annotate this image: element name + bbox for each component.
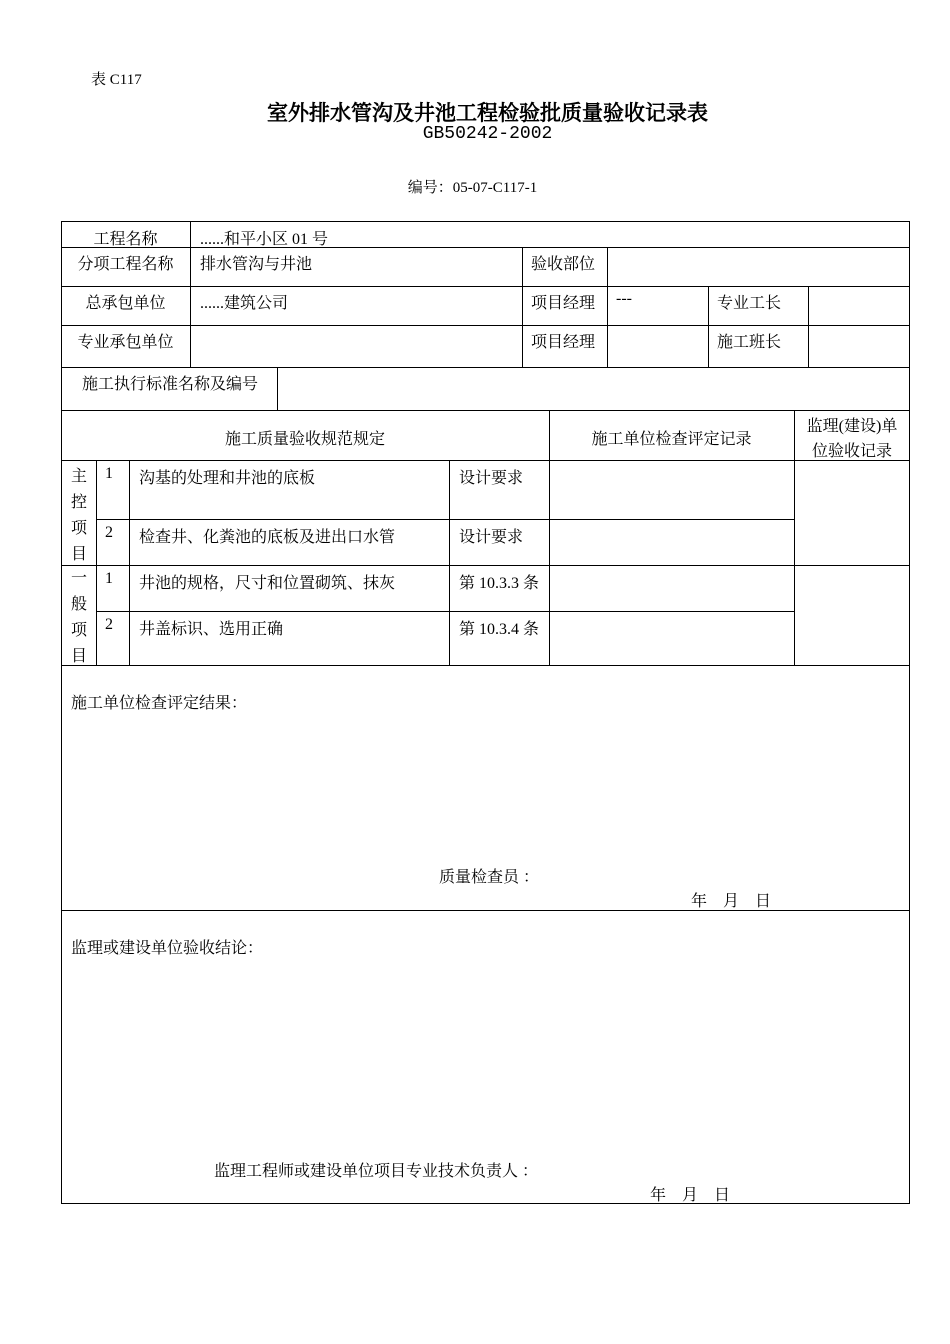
supervisor-record-header-line1: 监理(建设)单 <box>806 418 898 435</box>
row-divider <box>61 665 910 666</box>
item-requirement: 第 10.3.4 条 <box>459 621 540 638</box>
col-divider <box>190 221 191 367</box>
table-border-left <box>61 221 62 1203</box>
item-requirement: 设计要求 <box>459 470 524 487</box>
table-border-right <box>909 221 910 1203</box>
general-contractor-label: 总承包单位 <box>85 295 166 312</box>
form-code: 表 C117 <box>91 72 142 88</box>
spec-header: 施工质量验收规范规定 <box>224 431 385 448</box>
item-requirement: 第 10.3.3 条 <box>459 575 540 592</box>
construction-result-label: 施工单位检查评定结果： <box>71 695 248 712</box>
project-manager-label: 项目经理 <box>531 295 596 312</box>
item-description: 检查井、化粪池的底板及进出口水管 <box>139 529 396 546</box>
page-title: 室外排水管沟及井池工程检验批质量验收记录表 <box>267 101 708 125</box>
team-leader-label: 施工班长 <box>717 334 782 351</box>
supervision-signer-label: 监理工程师或建设单位项目专业技术负责人 ： <box>214 1163 539 1180</box>
col-divider <box>808 286 809 367</box>
group-label-char: 主 <box>70 468 87 485</box>
acceptance-part-label: 验收部位 <box>531 256 596 273</box>
row-divider <box>61 565 910 566</box>
supervisor-record-header-line2: 位验收记录 <box>811 443 892 460</box>
row-divider <box>61 367 910 368</box>
row-divider <box>96 611 794 612</box>
group-label-char: 一 <box>70 570 87 587</box>
row-divider <box>61 410 910 411</box>
supervision-conclusion-label: 监理或建设单位验收结论： <box>71 940 264 957</box>
supervision-conclusion-date: 年 月 日 <box>650 1187 731 1204</box>
project-manager-label: 项目经理 <box>531 334 596 351</box>
item-number: 2 <box>105 616 113 633</box>
project-name-value: ......和平小区 01 号 <box>200 231 329 248</box>
col-divider <box>708 286 709 367</box>
col-divider <box>277 367 278 410</box>
serial-number: 编号：05-07-C117-1 <box>407 180 538 196</box>
item-number: 1 <box>105 570 113 587</box>
construction-result-date: 年 月 日 <box>691 893 772 910</box>
group-label-char: 目 <box>70 648 87 665</box>
col-divider <box>129 460 130 665</box>
col-divider <box>449 460 450 665</box>
main-items-group-label <box>69 464 89 568</box>
row-divider <box>96 519 794 520</box>
row-divider <box>61 910 910 911</box>
row-divider <box>61 286 910 287</box>
item-number: 2 <box>105 524 113 541</box>
special-contractor-label: 专业承包单位 <box>77 334 174 351</box>
group-label-char: 般 <box>70 596 87 613</box>
col-divider <box>607 247 608 367</box>
row-divider <box>61 460 910 461</box>
col-divider <box>96 460 97 665</box>
group-label-char: 项 <box>70 520 87 537</box>
standard-name-label: 施工执行标准名称及编号 <box>82 376 259 393</box>
item-description: 井盖标识、选用正确 <box>139 621 284 638</box>
general-contractor-value: ......建筑公司 <box>200 295 289 312</box>
sub-project-label: 分项工程名称 <box>77 256 174 273</box>
check-record-header: 施工单位检查评定记录 <box>591 431 752 448</box>
table-border-bottom <box>61 1203 910 1204</box>
group-label-char: 控 <box>70 494 87 511</box>
col-divider <box>522 247 523 367</box>
general-items-group-label <box>69 566 89 670</box>
sub-project-value: 排水管沟与井池 <box>200 256 313 273</box>
item-requirement: 设计要求 <box>459 529 524 546</box>
item-number: 1 <box>105 465 113 482</box>
project-name-label: 工程名称 <box>93 231 158 248</box>
standard-code: GB50242-2002 <box>422 124 553 144</box>
item-description: 井池的规格，尺寸和位置砌筑、抹灰 <box>139 575 396 592</box>
row-divider <box>61 325 910 326</box>
group-label-char: 目 <box>70 546 87 563</box>
project-manager-value: --- <box>616 290 632 307</box>
table-border-top <box>61 221 910 222</box>
quality-inspector-label: 质量检查员 ： <box>439 869 540 886</box>
group-label-char: 项 <box>70 622 87 639</box>
foreman-label: 专业工长 <box>717 295 782 312</box>
item-description: 沟基的处理和井池的底板 <box>139 470 316 487</box>
